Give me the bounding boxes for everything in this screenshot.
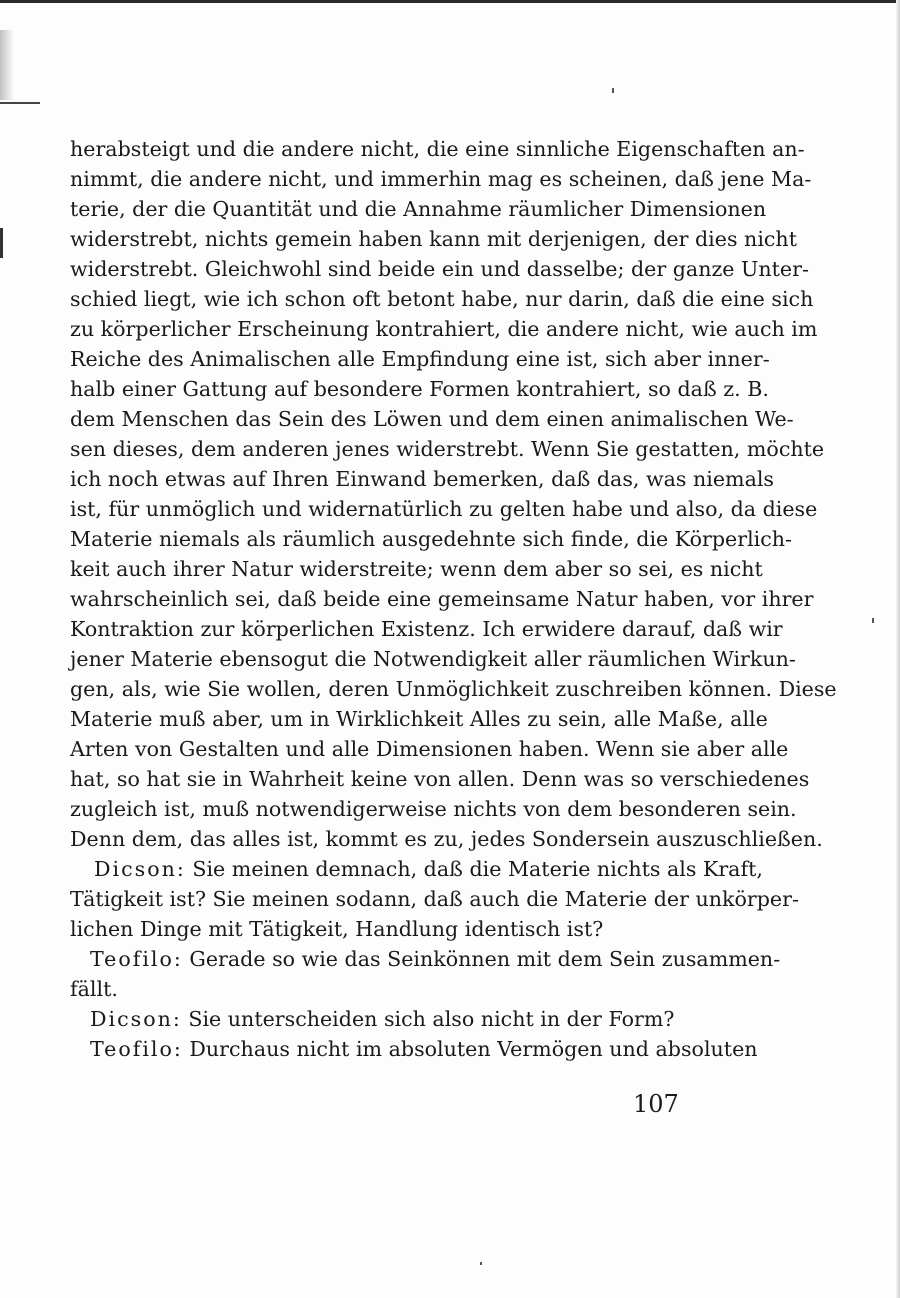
page-number: 107 [633,1090,679,1118]
scan-speck [872,618,874,623]
text-line: fällt. [70,977,118,1001]
text-line: Denn dem, das alles ist, kommt es zu, jedes Sondersein auszuschließen. [70,827,823,851]
text-line: hat, so hat sie in Wahrheit keine von allen. Denn was so verschiedenes [70,767,810,791]
scan-left-smudge [0,30,14,100]
text-line: wahrscheinlich sei, daß beide eine gemeinsame Natur haben, vor ihrer [70,587,814,611]
text-line: ist, für unmöglich und widernatürlich zu gelten habe und also, da diese [70,497,818,521]
text-line: dem Menschen das Sein des Löwen und dem einen animalischen We- [70,407,794,431]
text-line: zu körperlicher Erscheinung kontrahiert, die andere nicht, wie auch im [70,317,818,341]
speaker-name: Teofilo: [90,947,183,971]
dialogue-line [70,1004,706,1034]
body-text [70,134,837,1064]
speaker-name: Dicson: [90,1007,182,1031]
dialogue-line [70,854,763,884]
speaker-name: Dicson: [94,857,186,881]
dialogue-text: Gerade so wie das Seinkönnen mit dem Sein zusammen- [182,947,781,971]
dialogue-text: Sie meinen demnach, daß die Materie nichts als Kraft, [185,857,763,881]
text-line: Tätigkeit ist? Sie meinen sodann, daß auch die Materie der unkörper- [70,887,799,911]
text-line: terie, der die Quantität und die Annahme räumlicher Dimensionen [70,197,767,221]
text-line: Arten von Gestalten und alle Dimensionen haben. Wenn sie aber alle [70,737,789,761]
scan-left-tick [0,102,40,104]
text-line: herabsteigt und die andere nicht, die eine sinnliche Eigenschaften an- [70,137,805,161]
scan-top-edge [0,0,900,3]
text-line: halb einer Gattung auf besondere Formen kontrahiert, so daß z. B. [70,377,769,401]
text-line: jener Materie ebensogut die Notwendigkeit aller räumlichen Wirkun- [70,647,796,671]
text-line: Reiche des Animalischen alle Empfindung eine ist, sich aber inner- [70,347,770,371]
scan-right-edge [896,0,900,1298]
text-line: Materie muß aber, um in Wirklichkeit Alles zu sein, alle Maße, alle [70,707,768,731]
dialogue-line [70,1034,758,1064]
scan-speck [612,88,614,93]
scan-left-notch [0,228,3,258]
dialogue-text: Durchaus nicht im absoluten Vermögen und absoluten [182,1037,758,1061]
text-line: lichen Dinge mit Tätigkeit, Handlung identisch ist? [70,917,604,941]
text-line: Materie niemals als räumlich ausgedehnte sich finde, die Körperlich- [70,527,793,551]
text-line: gen, als, wie Sie wollen, deren Unmöglichkeit zuschreiben können. Diese [70,677,837,701]
text-line: sen dieses, dem anderen jenes widerstrebt. Wenn Sie gestatten, möchte [70,437,825,461]
text-line: ich noch etwas auf Ihren Einwand bemerken, daß das, was niemals [70,467,774,491]
text-line: nimmt, die andere nicht, und immerhin mag es scheinen, daß jene Ma- [70,167,812,191]
text-line: widerstrebt, nichts gemein haben kann mit derjenigen, der dies nicht [70,227,797,251]
text-line: zugleich ist, muß notwendigerweise nichts von dem besonderen sein. [70,797,797,821]
scan-speck [480,1262,482,1265]
dialogue-text: Sie unterscheiden sich also nicht in der Form? [181,1007,675,1031]
text-line: keit auch ihrer Natur widerstreite; wenn dem aber so sei, es nicht [70,557,763,581]
speaker-name: Teofilo: [90,1037,183,1061]
text-line: schied liegt, wie ich schon oft betont habe, nur darin, daß die eine sich [70,287,814,311]
text-line: widerstrebt. Gleichwohl sind beide ein und dasselbe; der ganze Unter- [70,257,809,281]
text-line: Kontraktion zur körperlichen Existenz. Ich erwidere darauf, daß wir [70,617,783,641]
dialogue-line [70,944,781,974]
